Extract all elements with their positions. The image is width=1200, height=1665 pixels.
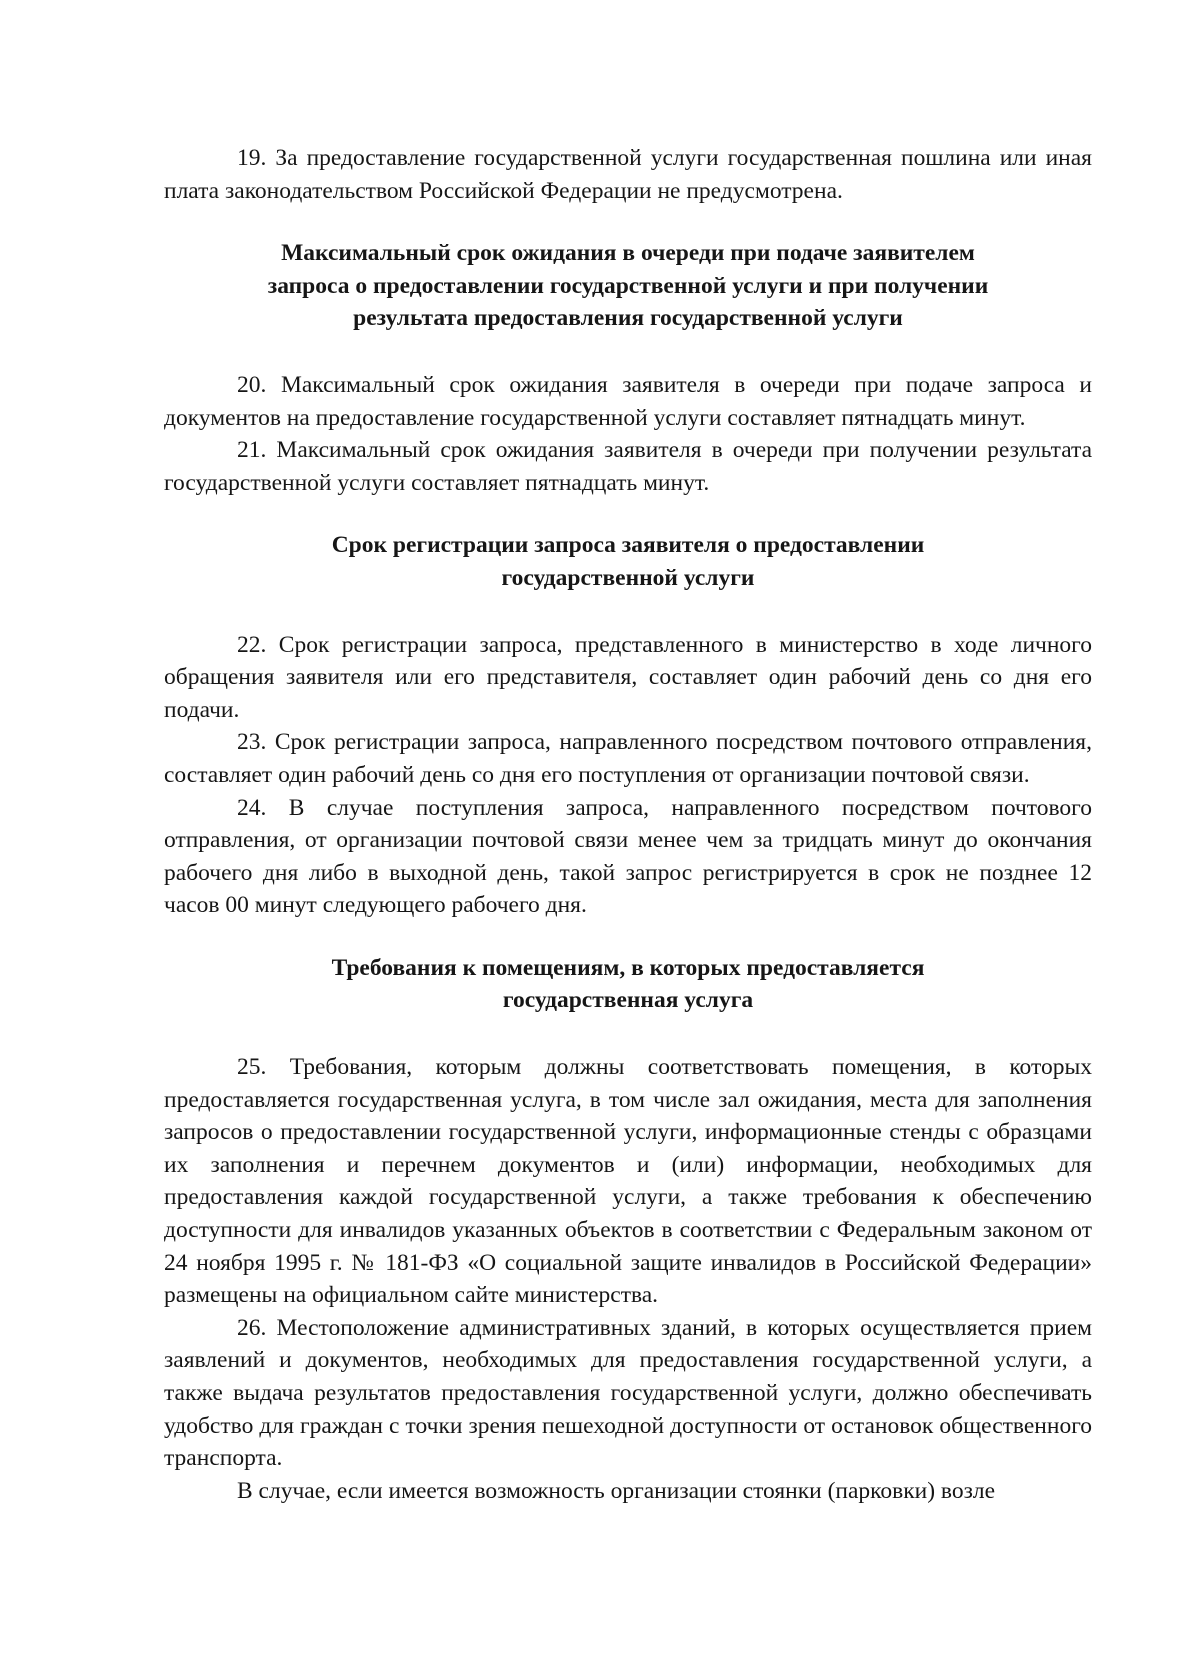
spacer — [164, 207, 1092, 237]
paragraph-22: 22. Срок регистрации запроса, представленного в министерство в ходе личного обращения заявителя или его представителя, составляет один рабочий день со дня его подачи. — [164, 631, 1092, 723]
paragraph-23: 23. Срок регистрации запроса, направленного посредством почтового отправления, составляет один рабочий день со дня его поступления от организации почтовой связи. — [164, 729, 1092, 788]
spacer — [164, 335, 1092, 369]
section-heading-queue-wait: Максимальный срок ожидания в очереди при подаче заявителем запроса о предоставлении государственной услуги и при получении результата предоставления государственной услуги — [267, 240, 989, 332]
paragraph-27: В случае, если имеется возможность организации стоянки (парковки) возле — [237, 1477, 996, 1504]
paragraph-20: 20. Максимальный срок ожидания заявителя в очереди при подаче запроса и документов на предоставление государственной услуги составляет пятнадцать минут. — [164, 371, 1092, 431]
paragraph-19: 19. За предоставление государственной услуги государственная пошлина или иная плата законодательством Российской Федерации не предусмотрена. — [164, 145, 1092, 204]
paragraph-24: 24. В случае поступления запроса, направленного посредством почтового отправления, от организации почтовой связи менее чем за тридцать минут до окончания рабочего дня либо в выходной день, такой запрос регистрируется в срок не позднее 12 часов 00 минут следующего рабочего дня. — [164, 794, 1092, 919]
spacer — [164, 499, 1092, 529]
document-page — [164, 142, 1092, 1507]
spacer — [164, 922, 1092, 952]
section-heading-premises: Требования к помещениям, в которых предоставляется государственная услуга — [331, 954, 925, 1014]
spacer — [164, 1017, 1092, 1051]
paragraph-26: 26. Местоположение административных зданий, в которых осуществляется прием заявлений и документов, необходимых для предоставления государственной услуги, а также выдача результатов предоставления государственной услуги, должно обеспечивать удобство для граждан с точки зрения пешеходной доступности от остановок общественного транспорта. — [164, 1314, 1092, 1472]
paragraph-21: 21. Максимальный срок ожидания заявителя в очереди при получении результата государственной услуги составляет пятнадцать минут. — [164, 437, 1092, 496]
section-heading-registration: Срок регистрации запроса заявителя о предоставлении государственной услуги — [331, 532, 925, 591]
paragraph-25: 25. Требования, которым должны соответствовать помещения, в которых предоставляется государственная услуга, в том числе зал ожидания, места для заполнения запросов о предоставлении государственной услуги, информационные стенды с образцами их заполнения и перечнем документов и (или) информации, необходимых для предоставления каждой государственной услуги, а также требования к обеспечению доступности для инвалидов указанных объектов в соответствии с Федеральным законом от 24 ноября 1995 г. № 181-ФЗ «О социальной защите инвалидов в Российской Федерации» размещены на официальном сайте министерства. — [164, 1054, 1092, 1309]
spacer — [164, 595, 1092, 629]
